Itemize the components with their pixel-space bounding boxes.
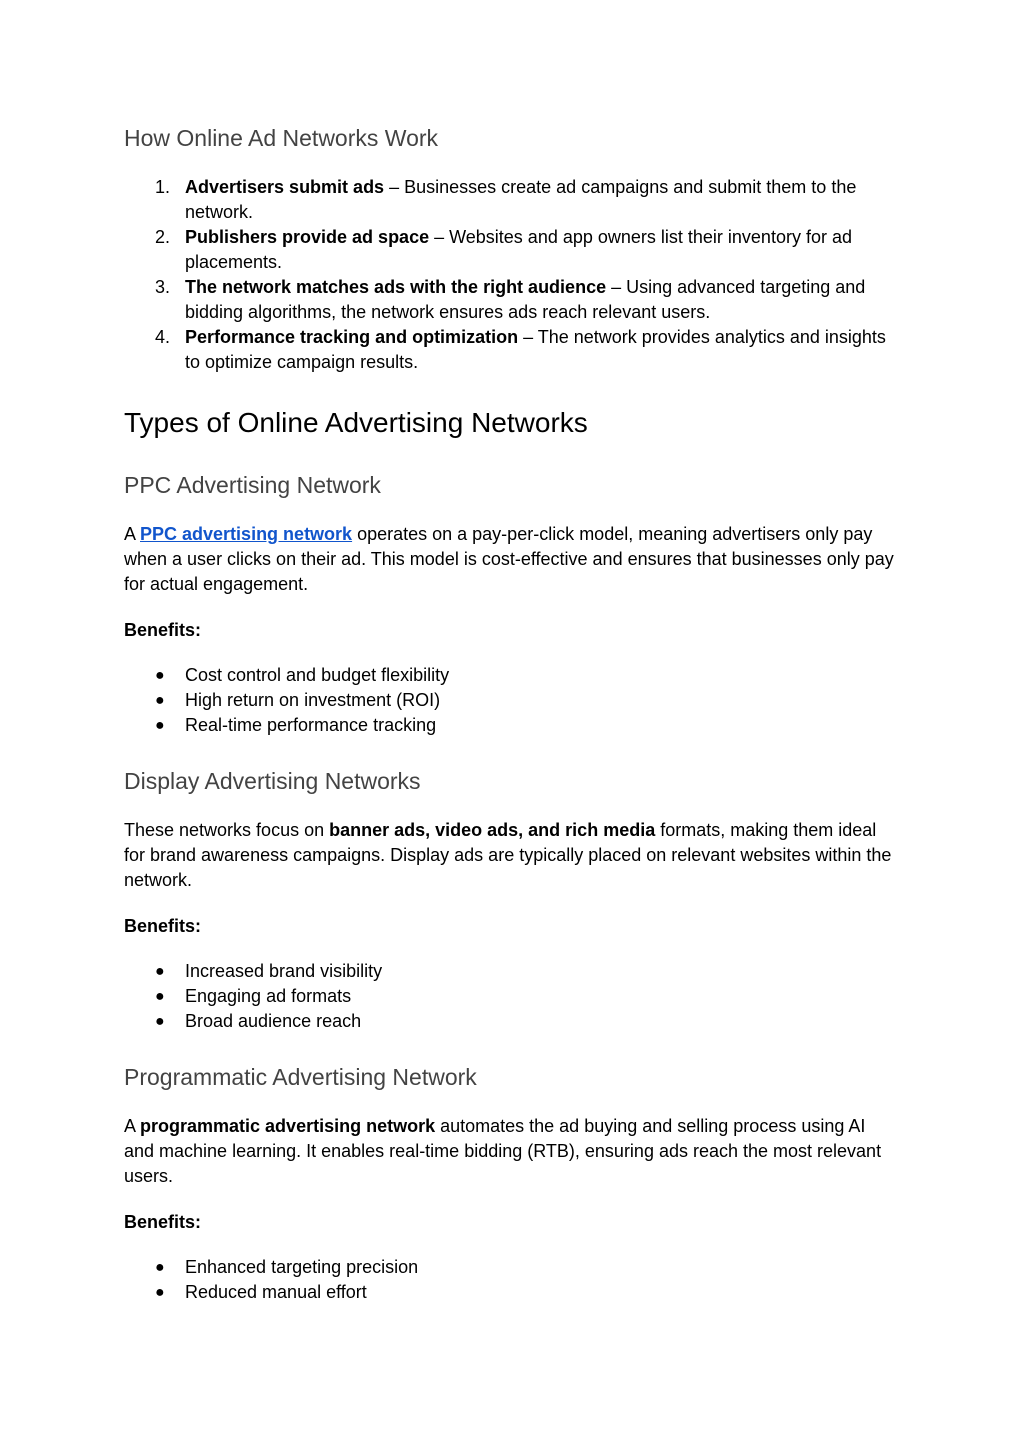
benefit-text: Reduced manual effort [185, 1282, 367, 1302]
list-number: 3. [155, 277, 171, 297]
step-description: – The network provides analytics and insights to optimize campaign results. [185, 327, 886, 372]
list-item [124, 225, 899, 275]
step-description: – Using advanced targeting and bidding algorithms, the network ensures ads reach relevant users. [185, 277, 866, 322]
list-item [124, 325, 899, 375]
ppc-paragraph [124, 522, 899, 597]
benefit-text: Broad audience reach [185, 1011, 362, 1031]
step-title: Performance tracking and optimization [185, 327, 519, 347]
heading-types-of-networks: Types of Online Advertising Networks [124, 407, 588, 438]
bullet-icon: ● [155, 988, 165, 1005]
bullet-icon: ● [155, 717, 165, 734]
list-item [124, 663, 899, 688]
bullet-icon: ● [155, 1259, 165, 1276]
benefit-text: Real-time performance tracking [185, 715, 437, 735]
list-item [124, 275, 899, 325]
heading-display-networks: Display Advertising Networks [124, 768, 421, 794]
list-item [124, 175, 899, 225]
bullet-icon: ● [155, 667, 165, 684]
bullet-icon: ● [155, 1284, 165, 1301]
list-number: 2. [155, 227, 171, 247]
step-title: The network matches ads with the right audience [185, 277, 607, 297]
step-description: – Businesses create ad campaigns and submit them to the network. [185, 177, 857, 222]
list-item [124, 984, 899, 1009]
list-number: 4. [155, 327, 171, 347]
list-item [124, 1009, 899, 1034]
list-item [124, 959, 899, 984]
list-item [124, 688, 899, 713]
display-para-suffix: formats, making them ideal for brand awareness campaigns. Display ads are typically placed on relevant websites within the network. [124, 820, 892, 890]
benefit-text: High return on investment (ROI) [185, 690, 441, 710]
programmatic-benefits-list [124, 1255, 899, 1305]
step-description: – Websites and app owners list their inventory for ad placements. [185, 227, 852, 272]
display-benefits-label: Benefits: [124, 916, 202, 936]
programmatic-para-prefix: A [124, 1116, 141, 1136]
ppc-benefits-list [124, 663, 899, 738]
heading-programmatic-network: Programmatic Advertising Network [124, 1064, 477, 1090]
benefit-text: Engaging ad formats [185, 986, 352, 1006]
bullet-icon: ● [155, 692, 165, 709]
benefit-text: Cost control and budget flexibility [185, 665, 450, 685]
list-item [124, 1280, 899, 1305]
list-number: 1. [155, 177, 171, 197]
bullet-icon: ● [155, 963, 165, 980]
programmatic-benefits-label: Benefits: [124, 1212, 202, 1232]
programmatic-para-bold: programmatic advertising network [140, 1116, 436, 1136]
programmatic-para-suffix: automates the ad buying and selling process using AI and machine learning. It enables real-time bidding (RTB), ensuring ads reach the most relevant users. [124, 1116, 882, 1186]
heading-how-ad-networks-work: How Online Ad Networks Work [124, 125, 439, 151]
list-item [124, 1255, 899, 1280]
benefit-text: Increased brand visibility [185, 961, 383, 981]
ppc-advertising-network-link[interactable]: PPC advertising network [140, 524, 353, 544]
steps-list [124, 175, 899, 375]
list-item [124, 713, 899, 738]
heading-ppc-network: PPC Advertising Network [124, 472, 381, 498]
ppc-para-prefix: A [124, 524, 141, 544]
benefit-text: Enhanced targeting precision [185, 1257, 419, 1277]
step-title: Publishers provide ad space [185, 227, 430, 247]
display-para-prefix: These networks focus on [124, 820, 330, 840]
bullet-icon: ● [155, 1013, 165, 1030]
programmatic-paragraph [124, 1114, 899, 1189]
ppc-para-suffix: operates on a pay-per-click model, meaning advertisers only pay when a user clicks on their ad. This model is cost-effective and ensures that businesses only pay for actual engagement. [124, 524, 894, 594]
step-title: Advertisers submit ads [185, 177, 385, 197]
display-benefits-list [124, 959, 899, 1034]
ppc-benefits-label: Benefits: [124, 620, 202, 640]
display-para-bold: banner ads, video ads, and rich media [329, 820, 656, 840]
display-paragraph [124, 818, 899, 893]
